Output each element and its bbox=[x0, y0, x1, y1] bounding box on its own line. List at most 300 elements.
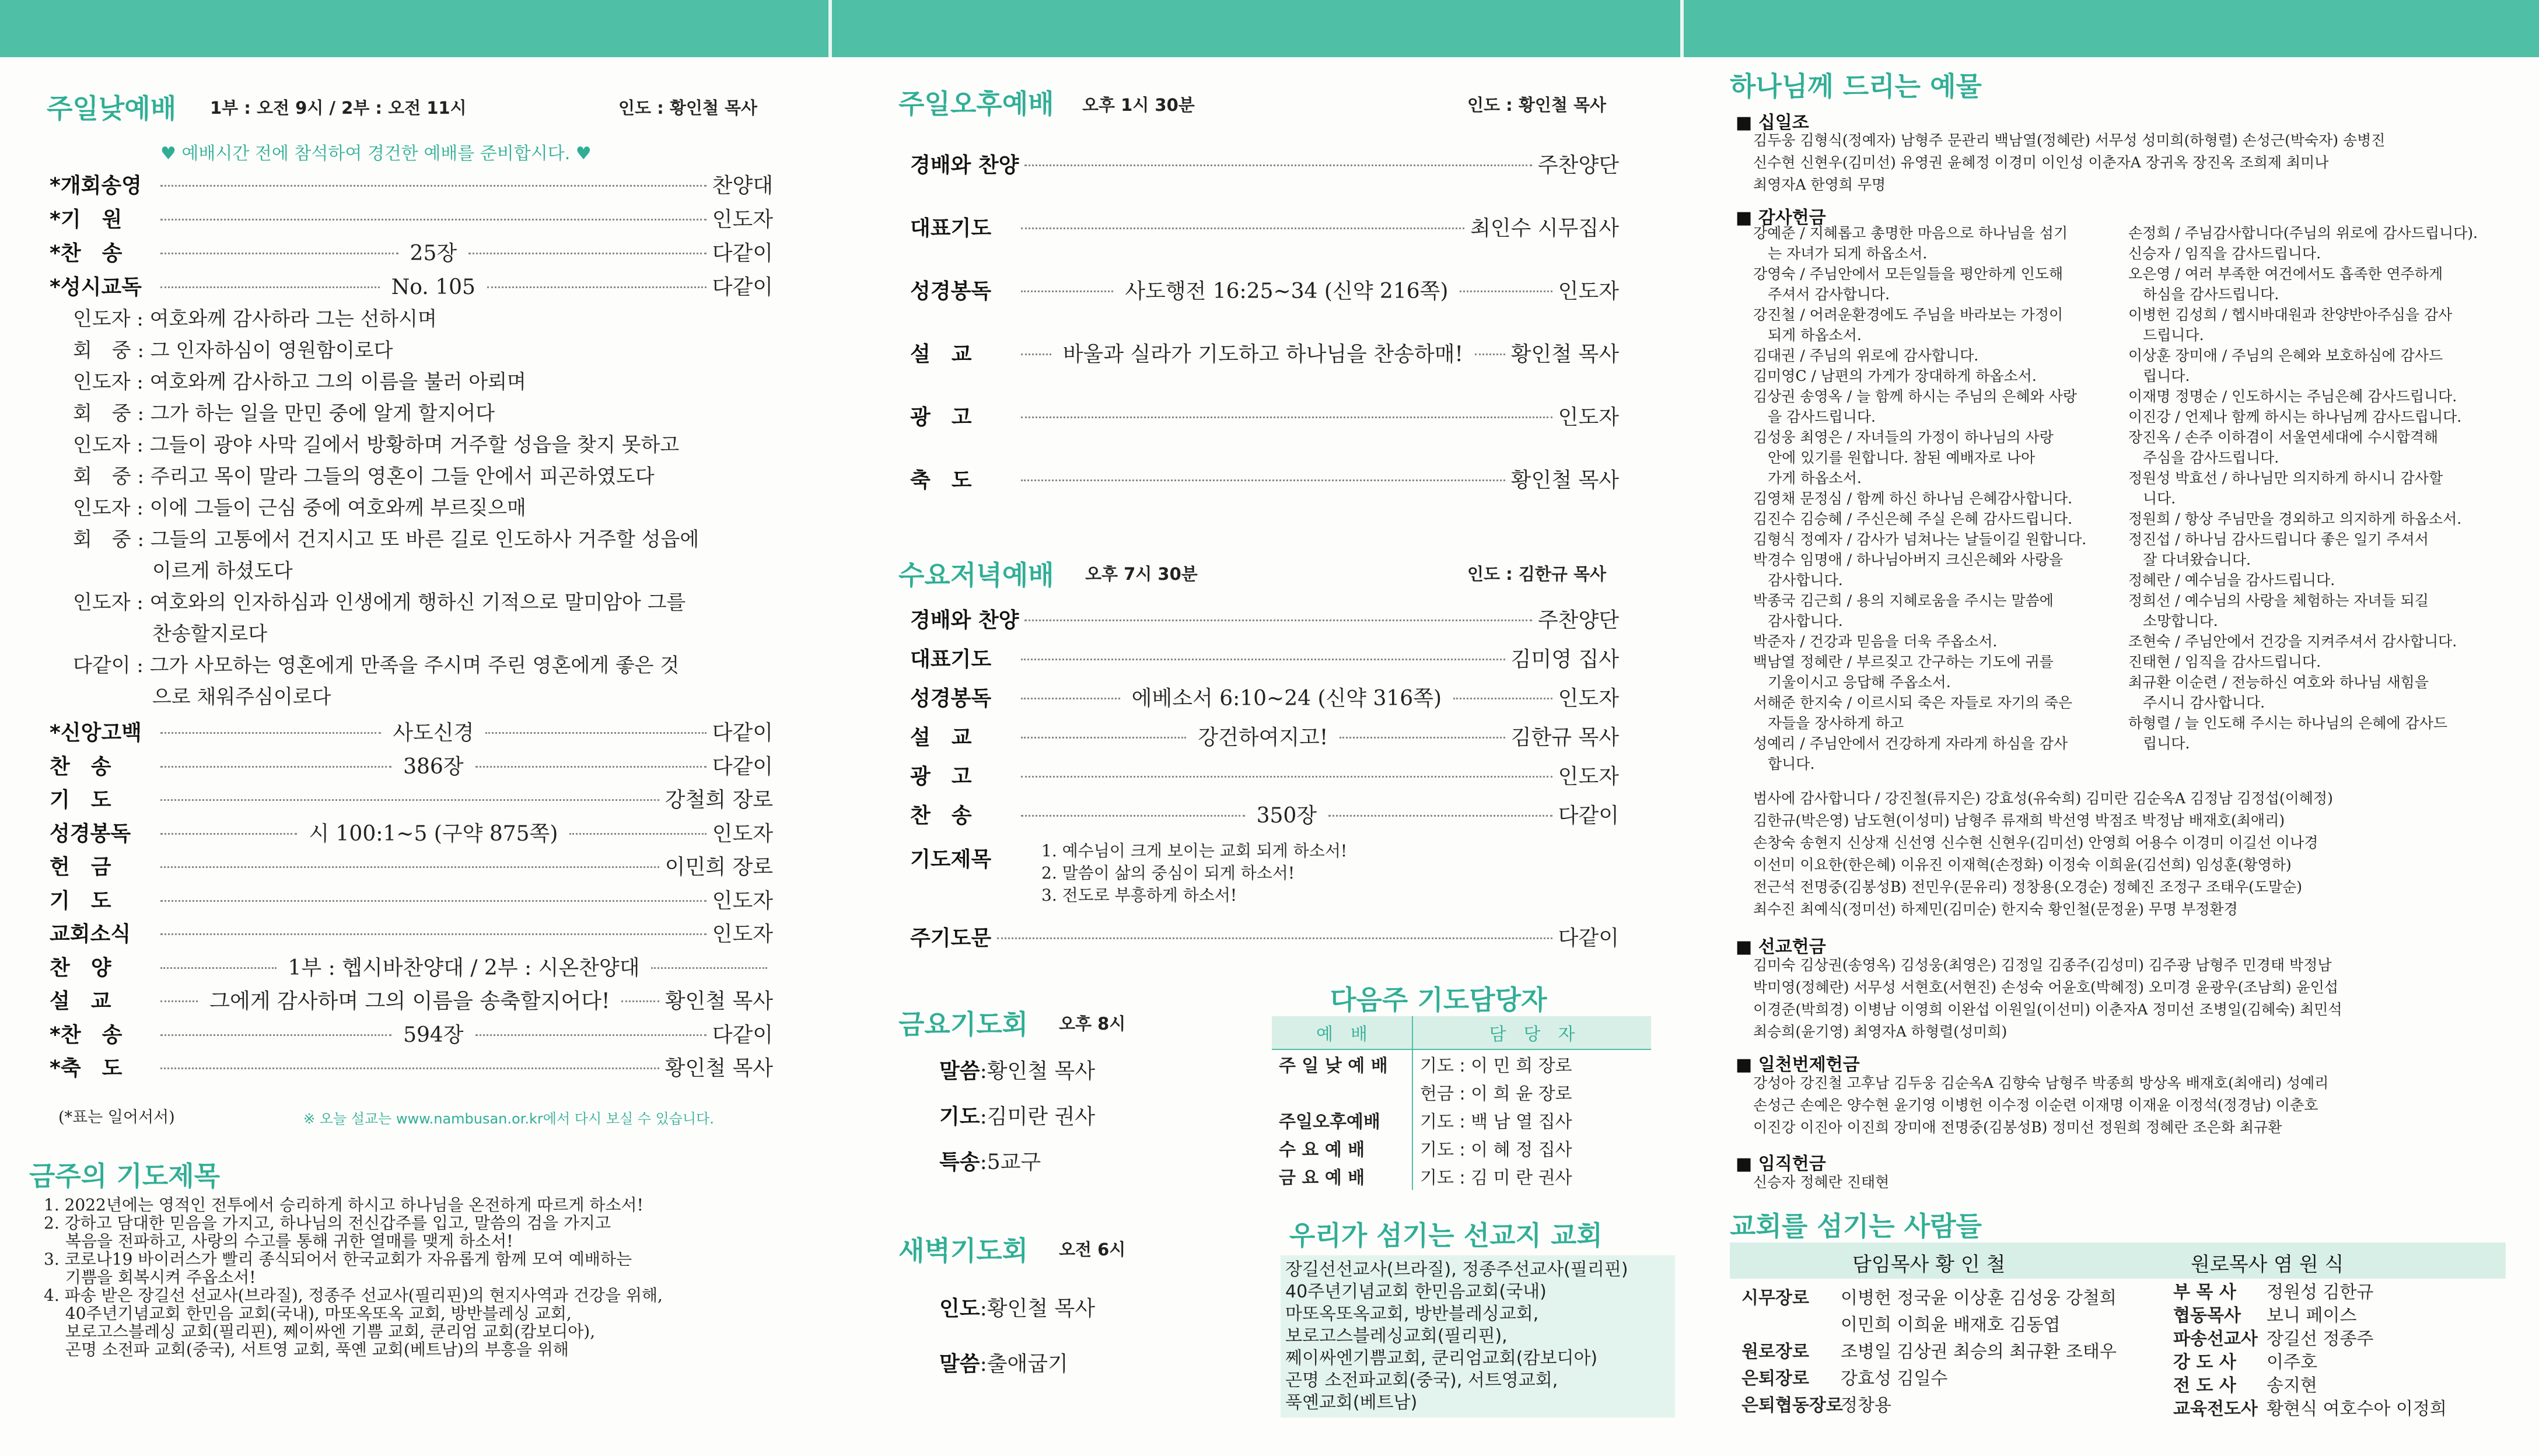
left-panel bbox=[0, 0, 817, 1456]
order-label: 설 교 bbox=[910, 342, 972, 366]
order-right: 인도자 bbox=[1558, 279, 1619, 303]
text-line: 이진강 / 언제나 함께 하시는 하나님께 감사드립니다. bbox=[2128, 408, 2462, 425]
staff-names: 조병일 김상권 최승의 최규환 조태우 bbox=[1841, 1342, 2117, 1362]
order-right: 김한규 목사 bbox=[1510, 726, 1620, 750]
order-label: *신앙고백 bbox=[50, 721, 142, 745]
text-line: 김상권 송영옥 / 늘 함께 하시는 주님의 은혜와 사랑 bbox=[1753, 388, 2077, 405]
staff-row bbox=[2173, 1324, 2373, 1350]
prayer-meeting-row bbox=[939, 1100, 1095, 1130]
meeting-role: 특송 bbox=[939, 1150, 980, 1174]
next-week-service bbox=[1272, 1078, 1412, 1106]
text-line: 3. 전도로 부흥하게 하소서! bbox=[1041, 886, 1237, 905]
text-line: 강성아 강진철 고후남 김두웅 김순옥A 김향숙 남형주 박종희 방상옥 배재호(최애리) 성예리 bbox=[1753, 1074, 2329, 1091]
text-line: 박경수 임명애 / 하나님아버지 크신은혜와 사랑을 bbox=[1753, 551, 2064, 568]
next-week-row bbox=[1272, 1134, 1651, 1162]
text-line: 김영채 문정심 / 함께 하신 하나님 은혜감사합니다. bbox=[1753, 490, 2073, 507]
order-right: 주찬양단 bbox=[1537, 153, 1619, 177]
wednesday-closing-row bbox=[910, 922, 1619, 951]
order-row bbox=[50, 918, 773, 947]
order-right: 인도자 bbox=[1558, 405, 1619, 429]
building-offering-heading: ■ 일천번제헌금 bbox=[1736, 1055, 1860, 1075]
next-week-row bbox=[1272, 1078, 1651, 1106]
text-line: 백남열 정혜란 / 부르짖고 간구하는 기도에 귀를 bbox=[1753, 653, 2054, 670]
order-right: 다같이 bbox=[712, 1023, 774, 1047]
thanks-heading: ■ 감사헌금 bbox=[1736, 208, 1826, 228]
leader-dots bbox=[1021, 698, 1120, 699]
text-line: 김미영C / 남편의 가게가 장대하게 하옵소서. bbox=[1753, 368, 2037, 384]
order-row bbox=[910, 275, 1619, 304]
order-row bbox=[50, 985, 773, 1014]
mission-church-line: 곤명 소전파교회(중국), 서트영교회, bbox=[1285, 1370, 1558, 1391]
order-right: 다같이 bbox=[1558, 804, 1620, 828]
leader-dots bbox=[487, 286, 707, 288]
afternoon-service-title: 주일오후예배 bbox=[898, 88, 1054, 120]
order-right: 다같이 bbox=[712, 721, 773, 745]
staff-names: 송지현 bbox=[2267, 1376, 2317, 1396]
leader-dots bbox=[1021, 737, 1186, 738]
text-line: 이재명 정명순 / 인도하시는 주님은혜 감사드립니다. bbox=[2128, 388, 2457, 405]
afternoon-service-time: 오후 1시 30분 bbox=[1082, 95, 1195, 115]
order-label: 경배와 찬양 bbox=[910, 153, 1019, 177]
text-line: 주심을 감사드립니다. bbox=[2128, 449, 2279, 466]
order-detail: 바울과 실라가 기도하고 하나님을 찬송하매! bbox=[1062, 342, 1463, 366]
staff-role: 강 도 사 bbox=[2173, 1352, 2236, 1373]
order-row bbox=[50, 1052, 773, 1082]
staff-names: 정원성 김한규 bbox=[2267, 1282, 2374, 1303]
wednesday-topic-label: 기도제목 bbox=[910, 848, 992, 872]
order-right: 인도자 bbox=[712, 208, 773, 232]
text-line: 안에 있기를 원합니다. 참된 예배자로 나아 bbox=[1753, 449, 2036, 466]
text-line: 정진섭 / 하나님 감사드립니다 좋은 일기 주셔서 bbox=[2128, 531, 2429, 548]
text-line: 3. 코로나19 바이러스가 빨리 종식되어서 한국교회가 자유롭게 함께 모여 예배하는 bbox=[44, 1250, 632, 1269]
order-label: 교회소식 bbox=[50, 922, 131, 946]
fold-line bbox=[828, 0, 832, 57]
order-right: 다같이 bbox=[712, 242, 774, 265]
next-week-service: 주일오후예배 bbox=[1279, 1112, 1380, 1132]
staff-names: 정창용 bbox=[1841, 1395, 1891, 1416]
meeting-role: 말씀 bbox=[939, 1352, 980, 1376]
text-line: 신승자 정혜란 진태현 bbox=[1753, 1174, 1890, 1191]
text-line: 주셔서 감사합니다. bbox=[1753, 286, 1890, 303]
text-line: 신승자 / 임직을 감사드립니다. bbox=[2128, 245, 2321, 262]
text-line: 서해준 한지숙 / 이르시되 죽은 자들로 자기의 죽은 bbox=[1753, 694, 2073, 711]
leader-dots bbox=[1021, 354, 1051, 355]
text-line: 을 감사드립니다. bbox=[1753, 408, 1876, 425]
text-line: 인도자 : 여호와께 감사하고 그의 이름을 불러 아뢰며 bbox=[73, 370, 526, 394]
leader-dots bbox=[160, 833, 297, 835]
friday-prayer-title: 금요기도회 bbox=[898, 1009, 1029, 1040]
leader-dots bbox=[160, 766, 391, 768]
wednesday-service-leader: 인도 : 김한규 목사 bbox=[1467, 564, 1606, 584]
order-detail: 386장 bbox=[403, 754, 464, 779]
meeting-person: 김미란 권사 bbox=[987, 1105, 1096, 1129]
worship-notice: ♥ 예배시간 전에 참석하여 경건한 예배를 준비합시다. ♥ bbox=[160, 144, 592, 164]
order-detail: 594장 bbox=[403, 1023, 464, 1047]
meeting-role: 말씀 bbox=[939, 1059, 980, 1083]
staff-role: 부 목 사 bbox=[2173, 1282, 2236, 1303]
sunday-service-title: 주일낮예배 bbox=[47, 93, 177, 124]
text-line: 기쁨을 회복시켜 주옵소서! bbox=[44, 1268, 256, 1287]
order-row bbox=[910, 338, 1619, 368]
text-line: 강영숙 / 주님안에서 모든일들을 평안하게 인도해 bbox=[1753, 265, 2064, 282]
order-detail: 350장 bbox=[1256, 804, 1317, 828]
order-right: 황인철 목사 bbox=[1510, 342, 1620, 366]
text-line: 장진옥 / 손주 이하겸이 서울연세대에 수시합격해 bbox=[2128, 429, 2439, 446]
order-label: *축 도 bbox=[50, 1056, 123, 1080]
order-label: 성경봉독 bbox=[910, 687, 992, 710]
text-line: 인도자 : 그들이 광야 사막 길에서 방황하며 거주할 성읍을 찾지 못하고 bbox=[73, 433, 680, 457]
text-line: 감사합니다. bbox=[1753, 572, 1843, 589]
order-right: 황인철 목사 bbox=[665, 1056, 773, 1080]
dawn-prayer-time: 오전 6시 bbox=[1059, 1240, 1126, 1259]
text-line: 회 중 : 주리고 목이 말라 그들의 영혼이 그들 안에서 피곤하였도다 bbox=[73, 465, 655, 488]
staff-role: 협동목사 bbox=[2173, 1306, 2241, 1326]
order-row bbox=[50, 237, 773, 267]
order-right: 인도자 bbox=[1558, 765, 1619, 789]
leader-dots bbox=[160, 866, 659, 868]
text-line: 김한규(박은영) 남도현(이성미) 남형주 류재희 박선영 박점조 박정남 배재호(최애리) bbox=[1753, 812, 2285, 829]
order-detail: 시 100:1~5 (구약 875쪽) bbox=[309, 821, 558, 846]
order-right: 인도자 bbox=[1558, 687, 1619, 710]
order-label: 찬 송 bbox=[50, 754, 111, 779]
ordination-offering-heading: ■ 임직헌금 bbox=[1736, 1154, 1826, 1174]
meeting-role: 인도 bbox=[939, 1297, 980, 1321]
text-line: 인도자 : 이에 그들이 근심 중에 여호와께 부르짖으매 bbox=[73, 496, 526, 520]
staff-row bbox=[1741, 1310, 2060, 1336]
order-label: 축 도 bbox=[910, 468, 972, 492]
order-right: 다같이 bbox=[712, 754, 774, 779]
staff-names: 강효성 김일수 bbox=[1841, 1368, 1948, 1389]
meeting-role: 기도 bbox=[939, 1105, 980, 1129]
order-label: 주기도문 bbox=[910, 926, 992, 950]
order-detail: 에베소서 6:10~24 (신약 316쪽) bbox=[1131, 687, 1442, 710]
staff-names: 이병헌 정국윤 이상훈 김성웅 강철희 bbox=[1841, 1288, 2117, 1308]
order-label: 경배와 찬양 bbox=[910, 608, 1019, 632]
order-label: 성경봉독 bbox=[910, 279, 992, 303]
tithe-heading: ■ 십일조 bbox=[1736, 113, 1809, 133]
text-line: 자들을 장사하게 하고 bbox=[1753, 715, 1904, 732]
order-row bbox=[910, 464, 1619, 494]
text-line: 드립니다. bbox=[2128, 327, 2204, 344]
staff-role: 시무장로 bbox=[1741, 1288, 1809, 1308]
mission-church-line: 쩨이싸엔기쁨교회, 쿤리엄교회(캄보디아) bbox=[1285, 1348, 1598, 1368]
order-row bbox=[910, 643, 1619, 673]
next-week-title: 다음주 기도담당자 bbox=[1330, 984, 1547, 1016]
leader-dots bbox=[1021, 480, 1505, 481]
order-row bbox=[50, 850, 773, 880]
senior-pastor: 담임목사 황 인 철 bbox=[1852, 1253, 2006, 1276]
leader-dots bbox=[1021, 416, 1552, 418]
text-line: 회 중 : 그가 하는 일을 만민 중에 알게 할지어다 bbox=[73, 402, 495, 425]
staff-role: 교육전도사 bbox=[2173, 1399, 2258, 1419]
next-week-person: 기도 : 이 혜 정 집사 bbox=[1412, 1134, 1651, 1162]
staff-names: 보니 페이스 bbox=[2267, 1306, 2357, 1326]
text-line: 합니다. bbox=[1753, 755, 1815, 772]
text-line: 정원희 / 항상 주님만을 경외하고 의지하게 하옵소서. bbox=[2128, 510, 2462, 527]
leader-dots bbox=[160, 253, 398, 254]
text-line: 박준자 / 건강과 믿음을 더욱 주옵소서. bbox=[1753, 633, 1998, 650]
leader-dots bbox=[160, 799, 659, 801]
text-line: 복음을 전파하고, 사랑의 수고를 통해 귀한 열매를 맺게 하소서! bbox=[44, 1231, 513, 1251]
text-line: 하심을 감사드립니다. bbox=[2128, 286, 2279, 303]
leader-dots bbox=[160, 1034, 391, 1036]
website-note: ※ 오늘 설교는 www.nambusan.or.kr에서 다시 보실 수 있습니다. bbox=[303, 1111, 714, 1127]
text-line: 주시니 감사합니다. bbox=[2128, 694, 2265, 711]
leader-dots bbox=[160, 1000, 198, 1002]
leader-dots bbox=[160, 732, 381, 734]
leader-dots bbox=[1328, 815, 1552, 817]
text-line: 김진수 김승혜 / 주신은혜 주실 은혜 감사드립니다. bbox=[1753, 510, 2073, 527]
text-line: 는 자녀가 되게 하옵소서. bbox=[1753, 245, 1928, 262]
leader-dots bbox=[160, 286, 380, 288]
sunday-service-leader: 인도 : 황인철 목사 bbox=[618, 98, 757, 118]
leader-dots bbox=[160, 185, 707, 187]
order-row bbox=[50, 817, 773, 847]
text-line: 김성웅 최영은 / 자녀들의 가정이 하나님의 사랑 bbox=[1753, 429, 2054, 446]
next-week-person: 기도 : 이 민 희 장로 bbox=[1412, 1049, 1651, 1078]
order-label: 기 도 bbox=[50, 788, 111, 812]
text-line: 손정희 / 주님감사합니다(주님의 위로에 감사드립니다). bbox=[2128, 225, 2478, 242]
order-label: 설 교 bbox=[910, 726, 972, 750]
text-line: 박미영(정혜란) 서무성 서현호(서현진) 손성숙 어윤호(박혜정) 오미경 윤광우(조남희) 윤인섭 bbox=[1753, 979, 2339, 996]
next-week-person: 헌금 : 이 희 윤 장로 bbox=[1412, 1078, 1651, 1106]
order-row bbox=[50, 169, 773, 199]
text-line: 오은영 / 여러 부족한 여건에서도 흡족한 연주하게 bbox=[2128, 265, 2443, 282]
sunday-service-times: 1부 : 오전 9시 / 2부 : 오전 11시 bbox=[210, 98, 467, 118]
order-label: 성경봉독 bbox=[50, 821, 131, 846]
text-line: 강예준 / 지혜롭고 총명한 마음으로 하나님을 섬기 bbox=[1753, 225, 2068, 242]
order-detail: 사도행전 16:25~34 (신약 216쪽) bbox=[1125, 279, 1449, 303]
order-label: 헌 금 bbox=[50, 855, 111, 879]
order-row bbox=[50, 783, 773, 813]
text-line: 손창숙 송현지 신상재 신선영 신수현 신현우(김미선) 안영희 어용수 이경미 이길선 이나경 bbox=[1753, 834, 2318, 851]
leader-dots bbox=[160, 933, 707, 935]
prayer-meeting-row bbox=[939, 1348, 1068, 1377]
mission-church-line: 보로고스블레싱교회(필리핀), bbox=[1285, 1326, 1508, 1346]
leader-dots bbox=[1024, 620, 1531, 621]
mission-offering-heading: ■ 선교헌금 bbox=[1736, 937, 1826, 957]
staff-names: 이주호 bbox=[2267, 1352, 2317, 1373]
text-line: 이진강 이진아 이진희 장미애 전명중(김봉성B) 정미선 정원희 정혜란 조은화 최규환 bbox=[1753, 1119, 2282, 1136]
order-row bbox=[50, 1019, 773, 1048]
text-line: 인도자 : 여호와의 인자하심과 인생에게 행하신 기적으로 말미암아 그를 bbox=[73, 591, 686, 614]
text-line: 최승희(윤기영) 최영자A 하형렬(성미희) bbox=[1753, 1023, 2008, 1040]
leader-dots bbox=[1021, 290, 1113, 292]
text-line: 2. 강하고 담대한 믿음을 가지고, 하나님의 전신갑주를 입고, 말씀의 검을 가지고 bbox=[44, 1213, 611, 1233]
leader-dots bbox=[1475, 354, 1505, 355]
text-line: 곤명 소전파 교회(중국), 서트영 교회, 푹옌 교회(베트남)의 부흥을 위해 bbox=[44, 1340, 569, 1359]
text-line: 이르게 하셨도다 bbox=[73, 559, 293, 583]
order-row bbox=[910, 212, 1619, 242]
order-right: 이민희 장로 bbox=[665, 855, 773, 879]
leader-dots bbox=[160, 219, 707, 220]
text-line: 이경준(박희경) 이병남 이영희 이완섭 이원일(이선미) 이춘자A 정미선 조병일(김혜숙) 최민석 bbox=[1753, 1001, 2342, 1018]
next-week-service: 금 요 예 배 bbox=[1279, 1168, 1365, 1188]
order-row bbox=[910, 401, 1619, 430]
order-label: 광 고 bbox=[910, 765, 972, 789]
leader-dots bbox=[1021, 659, 1505, 660]
leader-dots bbox=[1340, 737, 1505, 738]
next-week-header-service: 예 배 bbox=[1272, 1016, 1412, 1049]
staff-names: 이민희 이희윤 배재호 김동엽 bbox=[1841, 1315, 2061, 1335]
staff-row bbox=[2173, 1371, 2317, 1396]
order-row bbox=[50, 884, 773, 914]
leader-dots bbox=[160, 1068, 659, 1069]
text-line: 최규환 이순련 / 전능하신 여호와 하나님 새힘을 bbox=[2128, 674, 2429, 691]
meeting-sep: : bbox=[980, 1352, 987, 1376]
staff-names: 장길선 정종주 bbox=[2267, 1329, 2374, 1349]
text-line: 되게 하옵소서. bbox=[1753, 327, 1862, 344]
meeting-person: 황인철 목사 bbox=[987, 1059, 1096, 1083]
people-header-bar bbox=[1730, 1242, 2506, 1279]
order-right: 황인철 목사 bbox=[665, 989, 774, 1013]
dawn-prayer-title: 새벽기도회 bbox=[898, 1235, 1029, 1266]
order-row bbox=[50, 716, 773, 746]
leader-dots bbox=[621, 1000, 659, 1002]
order-detail: No. 105 bbox=[391, 275, 475, 299]
order-row bbox=[910, 721, 1619, 751]
staff-row bbox=[2173, 1394, 2447, 1420]
order-detail: 1부 : 헵시바찬양대 / 2부 : 시온찬양대 bbox=[288, 956, 640, 980]
order-right: 인도자 bbox=[712, 821, 774, 846]
order-right: 인도자 bbox=[712, 888, 773, 913]
text-line: 정희선 / 예수님의 사랑을 체험하는 자녀들 되길 bbox=[2128, 592, 2429, 609]
order-row bbox=[910, 799, 1619, 829]
order-label: *성시교독 bbox=[50, 275, 142, 299]
church-people-title: 교회를 섬기는 사람들 bbox=[1730, 1210, 1982, 1242]
order-label: *기 원 bbox=[50, 208, 123, 232]
mission-church-line: 장길선선교사(브라질), 정종주선교사(필리핀) bbox=[1285, 1259, 1628, 1280]
text-line: 신수현 신현우(김미선) 유영권 윤혜정 이경미 이인성 이춘자A 장귀옥 장진옥 조희제 최미나 bbox=[1753, 154, 2329, 171]
staff-row bbox=[1741, 1364, 1947, 1390]
emeritus-pastor: 원로목사 염 원 식 bbox=[2191, 1253, 2344, 1276]
text-line: 소망합니다. bbox=[2128, 612, 2218, 629]
order-right: 최인수 시무집사 bbox=[1470, 216, 1619, 240]
staff-role: 은퇴협동장로 bbox=[1741, 1395, 1843, 1416]
text-line: 인도자 : 여호와께 감사하라 그는 선하시며 bbox=[73, 307, 437, 331]
leader-dots bbox=[475, 1034, 707, 1036]
meeting-person: 황인철 목사 bbox=[987, 1297, 1096, 1321]
text-line: 손성근 손예은 양수현 윤기영 이병헌 이수정 이순련 이재명 이재윤 이정석(정경남) 이춘호 bbox=[1753, 1097, 2318, 1114]
staff-row bbox=[2173, 1348, 2317, 1373]
order-row bbox=[50, 951, 773, 981]
staff-role: 원로장로 bbox=[1741, 1342, 1809, 1362]
order-detail: 강건하여지고! bbox=[1198, 726, 1328, 750]
text-line: 으로 채워주심이로다 bbox=[73, 685, 331, 709]
text-line: 진태현 / 임직을 감사드립니다. bbox=[2128, 653, 2321, 670]
text-line: 하형렬 / 늘 인도해 주시는 하나님의 은혜에 감사드 bbox=[2128, 715, 2448, 732]
missions-box bbox=[1281, 1255, 1675, 1418]
order-right: 다같이 bbox=[1558, 926, 1619, 950]
order-label: 설 교 bbox=[50, 989, 111, 1013]
text-line: 1. 예수님이 크게 보이는 교회 되게 하소서! bbox=[1041, 841, 1348, 860]
text-line: 이병헌 김성희 / 헵시바대원과 찬양반아주심을 감사 bbox=[2128, 306, 2453, 323]
order-row bbox=[50, 750, 773, 780]
order-right: 인도자 bbox=[712, 922, 773, 946]
prayer-meeting-row bbox=[939, 1146, 1041, 1175]
leader-dots bbox=[1024, 164, 1531, 166]
meeting-sep: : bbox=[980, 1150, 987, 1174]
text-line: 김대권 / 주님의 위로에 감사합니다. bbox=[1753, 347, 1979, 364]
friday-prayer-time: 오후 8시 bbox=[1059, 1014, 1126, 1034]
staff-row bbox=[2173, 1278, 2373, 1303]
text-line: 립니다. bbox=[2128, 368, 2190, 384]
order-label: 대표기도 bbox=[910, 648, 992, 671]
text-line: 가게 하옵소서. bbox=[1753, 470, 1862, 487]
prayer-meeting-row bbox=[939, 1055, 1095, 1084]
next-week-person: 기도 : 김 미 란 권사 bbox=[1412, 1162, 1651, 1190]
order-right: 황인철 목사 bbox=[1510, 468, 1619, 492]
text-line: 회 중 : 그 인자하심이 영원함이로다 bbox=[73, 339, 393, 362]
text-line: 김두웅 김형식(정예자) 남형주 문관리 백남열(정혜란) 서무성 성미희(하형렬) 손성근(박숙자) 송병진 bbox=[1753, 132, 2386, 149]
staff-row bbox=[1741, 1391, 1891, 1416]
text-line: 박종국 김근희 / 용의 지혜로움을 주시는 말씀에 bbox=[1753, 592, 2054, 609]
mission-church-line: 40주년기념교회 한민음교회(국내) bbox=[1285, 1282, 1547, 1302]
offering-title: 하나님께 드리는 예물 bbox=[1730, 71, 1982, 102]
meeting-sep: : bbox=[980, 1105, 987, 1129]
next-week-row bbox=[1272, 1106, 1651, 1134]
text-line: 정혜란 / 예수님을 감사드립니다. bbox=[2128, 572, 2335, 589]
leader-dots bbox=[1453, 698, 1552, 699]
leader-dots bbox=[485, 732, 706, 734]
text-line: 4. 파송 받은 장길선 선교사(브라질), 정종주 선교사(필리핀)의 현지사역과 건강을 위해, bbox=[44, 1286, 663, 1305]
order-right: 강철희 장로 bbox=[665, 788, 773, 812]
staff-row bbox=[2173, 1301, 2356, 1326]
staff-row bbox=[1741, 1337, 2117, 1363]
prayer-meeting-row bbox=[939, 1292, 1095, 1322]
fold-line bbox=[1680, 0, 1684, 57]
order-row bbox=[910, 682, 1619, 712]
order-label: *개회송영 bbox=[50, 174, 142, 198]
meeting-sep: : bbox=[980, 1297, 987, 1321]
order-row bbox=[910, 604, 1619, 634]
order-right: 찬양대 bbox=[712, 174, 773, 198]
text-line: 김미숙 김상권(송영옥) 김성웅(최영은) 김정일 김종주(김성미) 김주광 남형주 민경태 박정남 bbox=[1753, 957, 2332, 974]
order-right: 김미영 집사 bbox=[1510, 648, 1619, 671]
order-label: 기 도 bbox=[50, 888, 111, 913]
staff-row bbox=[1741, 1283, 2117, 1309]
leader-dots bbox=[997, 937, 1552, 939]
order-detail: 사도신경 bbox=[393, 721, 474, 745]
text-line: 이상훈 장미애 / 주님의 은혜와 보호하심에 감사드 bbox=[2128, 347, 2443, 364]
leader-dots bbox=[160, 900, 707, 902]
text-line: 40주년기념교회 한민음 교회(국내), 마또옥또옥 교회, 방반블레싱 교회, bbox=[44, 1304, 572, 1323]
text-line: 찬송할지로다 bbox=[73, 622, 268, 646]
text-line: 1. 2022년에는 영적인 전투에서 승리하게 하시고 하나님을 온전하게 따르게 하소서! bbox=[44, 1195, 644, 1214]
order-label: 찬 송 bbox=[910, 804, 972, 828]
wednesday-service-title: 수요저녁예배 bbox=[898, 559, 1054, 591]
text-line: 이선미 이요한(한은혜) 이유진 이재혁(손정화) 이정숙 이희윤(김선희) 임성훈(황영하) bbox=[1753, 856, 2292, 873]
text-line: 조현숙 / 주님안에서 건강을 지켜주셔서 감사합니다. bbox=[2128, 633, 2457, 650]
mission-church-line: 마또옥또옥교회, 방반블레싱교회, bbox=[1285, 1304, 1539, 1324]
leader-dots bbox=[651, 967, 767, 969]
order-detail: 그에게 감사하며 그의 이름을 송축할지어다! bbox=[209, 989, 610, 1013]
text-line: 2. 말씀이 삶의 중심이 되게 하소서! bbox=[1041, 863, 1295, 883]
text-line: 강진철 / 어려운환경에도 주님을 바라보는 가정이 bbox=[1753, 306, 2064, 323]
order-right: 주찬양단 bbox=[1537, 608, 1619, 632]
staff-role: 전 도 사 bbox=[2173, 1376, 2236, 1396]
text-line: 기울이시고 응답해 주옵소서. bbox=[1753, 674, 1951, 691]
standing-footnote: (*표는 일어서서) bbox=[58, 1108, 175, 1126]
text-line: 립니다. bbox=[2128, 735, 2190, 752]
meeting-person: 출애굽기 bbox=[987, 1352, 1068, 1376]
text-line: 보로고스블레싱 교회(필리핀), 쩨이싸엔 기쁨 교회, 쿤리엄 교회(캄보디아), bbox=[44, 1322, 596, 1341]
next-week-row bbox=[1272, 1049, 1651, 1078]
text-line: 전근석 전명중(김봉성B) 전민우(문유리) 정창용(오경순) 정혜진 조정구 조태우(도말순) bbox=[1753, 878, 2303, 895]
text-line: 성예리 / 주님안에서 건강하게 자라게 하심을 감사 bbox=[1753, 735, 2068, 752]
next-week-row bbox=[1272, 1162, 1651, 1190]
text-line: 김형식 정예자 / 감사가 넘쳐나는 날들이길 원합니다. bbox=[1753, 531, 2087, 548]
